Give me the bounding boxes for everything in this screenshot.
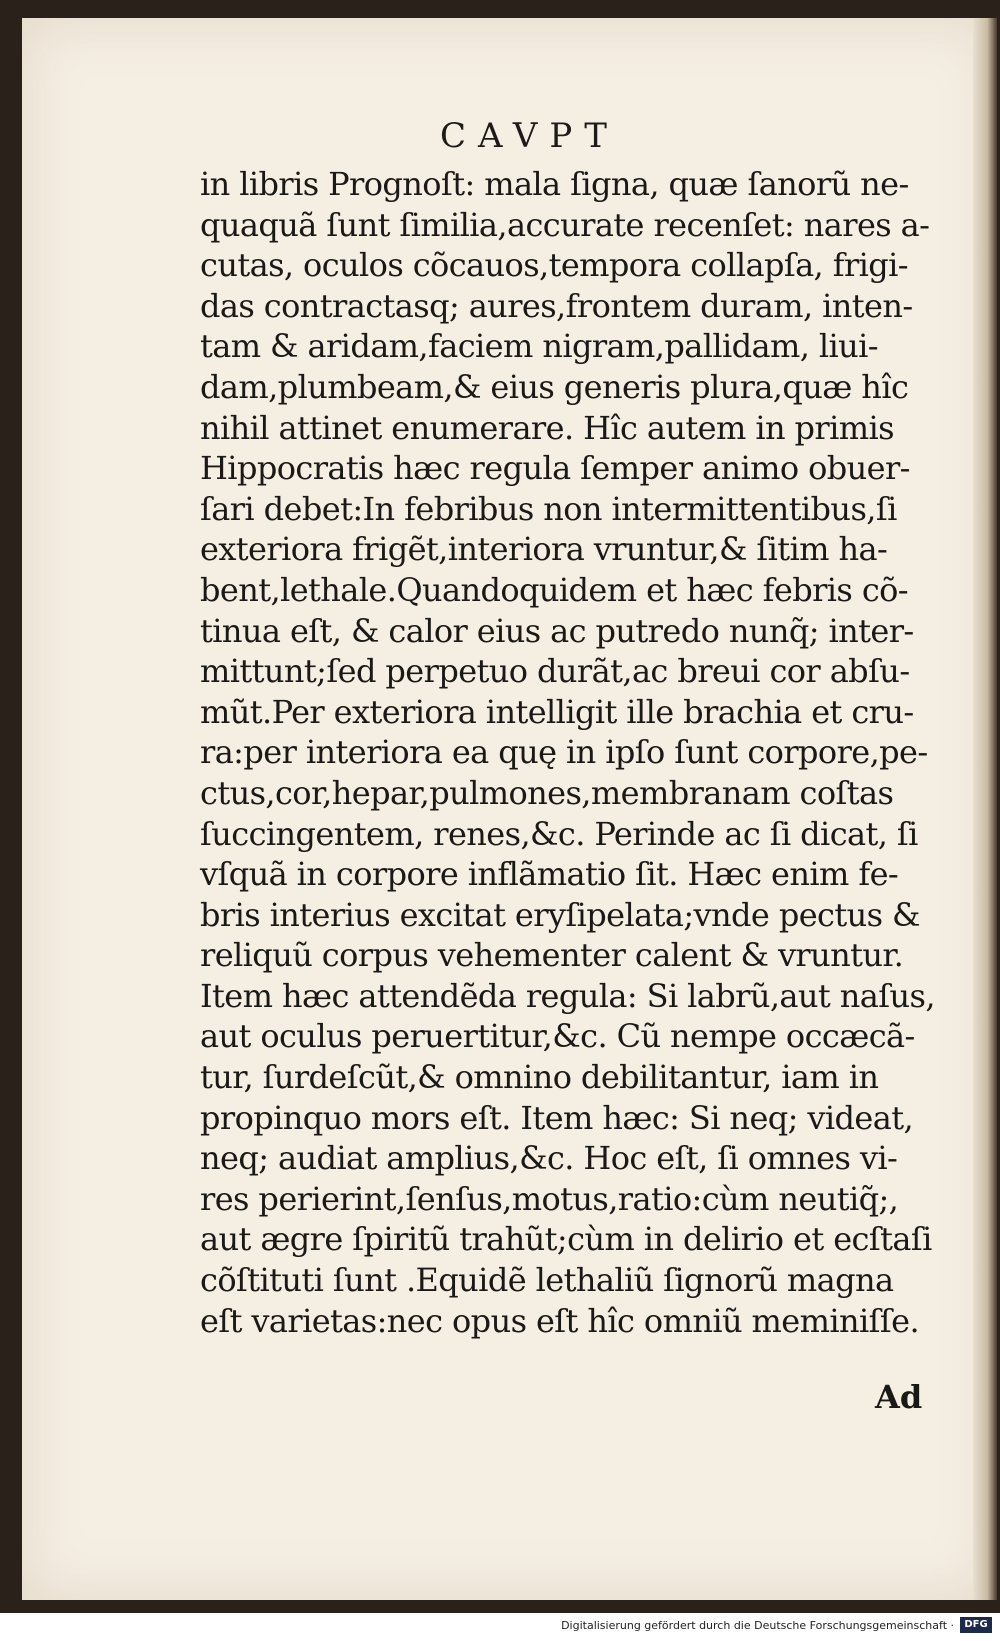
text-line: ſari debet:In febribus non intermittentibus,ſi — [200, 489, 897, 528]
text-line: reliquũ corpus vehementer calent & vruntur. — [200, 936, 904, 975]
text-line: quaquã ſunt ſimilia,accurate recenſet: nares a- — [200, 205, 930, 244]
text-line: tur, ſurdeſcũt,& omnino debilitantur, iam in — [200, 1058, 879, 1097]
text-line: res perierint,ſenſus,motus,ratio:cùm neutiq̃;, — [200, 1179, 899, 1218]
text-line: aut ægre ſpiritũ trahũt;cùm in delirio et ecſtaſi — [200, 1220, 932, 1259]
text-block — [200, 164, 935, 1341]
text-line: bent,lethale.Quandoquidem et hæc febris cõ- — [200, 570, 909, 609]
text-line: cõſtituti ſunt .Equidẽ lethaliũ ſignorũ magna — [200, 1261, 894, 1300]
text-line: neq; audiat amplius,&c. Hoc eſt, ſi omnes vi- — [200, 1139, 898, 1178]
text-line: bris interius excitat eryſipelata;vnde pectus & — [200, 895, 920, 934]
text-line: Item hæc attendẽda regula: Si labrũ,aut naſus, — [200, 976, 935, 1015]
text-line: vſquã in corpore inflãmatio ſit. Hæc enim fe- — [200, 855, 899, 894]
text-line: in libris Prognoſt: mala ſigna, quæ ſanorũ ne- — [200, 165, 909, 203]
text-line: ſuccingentem, renes,&c. Perinde ac ſi dicat, ſi — [200, 814, 918, 853]
text-line: eſt varietas:nec opus eſt hîc omniũ meminiſſe. — [200, 1301, 920, 1340]
text-line: aut oculus peruertitur,&c. Cũ nempe occæcã- — [200, 1017, 915, 1056]
page-edge — [973, 18, 997, 1600]
text-line: Hippocratis hæc regula ſemper animo obuer- — [200, 449, 910, 488]
text-line: exteriora frigẽt,interiora vruntur,& ſitim ha- — [200, 530, 888, 569]
text-line: ra:per interiora ea quę in ipſo ſunt corpore,pe- — [200, 733, 928, 772]
dfg-logo: DFG — [960, 1617, 992, 1633]
footer-bar — [0, 1613, 1000, 1641]
text-line: nihil attinet enumerare. Hîc autem in primis — [200, 408, 894, 447]
text-line: ctus,cor,hepar,pulmones,membranam coſtas — [200, 773, 894, 812]
running-header: CAVPT — [440, 116, 619, 156]
text-line: cutas, oculos cõcauos,tempora collapſa, frigi- — [200, 246, 909, 285]
catchword: Ad — [875, 1378, 923, 1416]
text-line: propinquo mors eſt. Item hæc: Si neq; videat, — [200, 1098, 914, 1137]
text-line: tinua eſt, & calor eius ac putredo nunq̃; inter- — [200, 611, 914, 650]
text-line: dam,plumbeam,& eius generis plura,quæ hîc — [200, 367, 909, 406]
footer-credit: Digitalisierung gefördert durch die Deutsche Forschungsgemeinschaft · — [561, 1619, 954, 1632]
text-line: mũt.Per exteriora intelligit ille brachia et cru- — [200, 692, 914, 731]
text-line: das contractasq; aures,frontem duram, inten- — [200, 286, 913, 325]
text-line: tam & aridam,faciem nigram,pallidam, liui- — [200, 327, 878, 366]
text-line: mittunt;ſed perpetuo durãt,ac breui cor abſu- — [200, 652, 910, 691]
